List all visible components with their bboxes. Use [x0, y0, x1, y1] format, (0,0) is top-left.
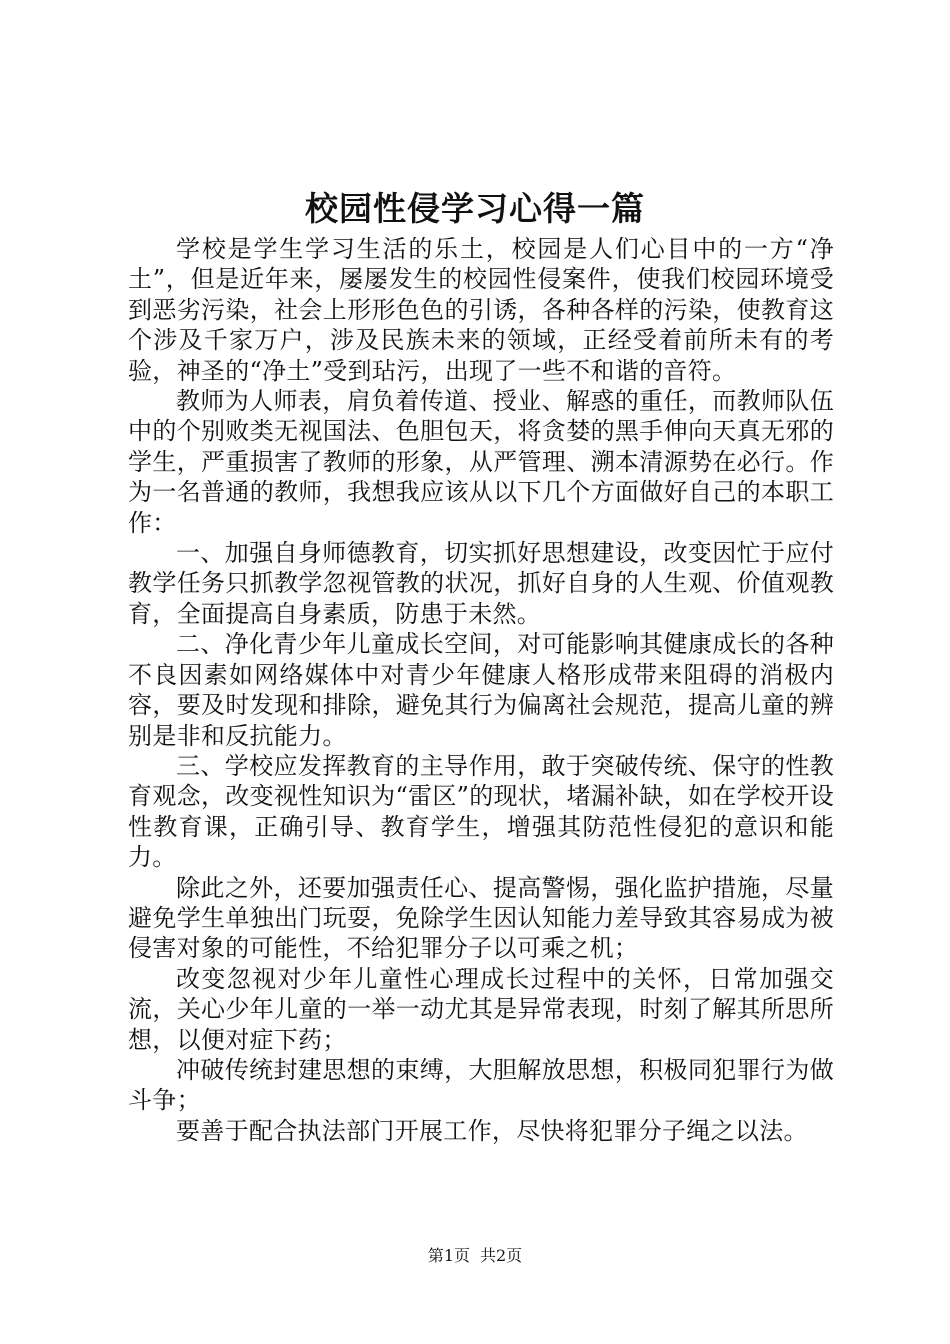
- document-body: [128, 234, 834, 1146]
- paragraph-5: 三、学校应发挥教育的主导作用，敢于突破传统、保守的性教育观念，改变视性知识为“雷区”的现状，堵漏补缺，如在学校开设性教育课，正确引导、教育学生，增强其防范性侵犯的意识和能力。: [128, 751, 834, 872]
- page-footer: [0, 1245, 950, 1267]
- paragraph-9: 要善于配合执法部门开展工作，尽快将犯罪分子绳之以法。: [176, 1116, 808, 1145]
- page-number: 第1页: [427, 1246, 470, 1265]
- paragraph-1: 学校是学生学习生活的乐土，校园是人们心目中的一方“净土”，但是近年来，屡屡发生的校园性侵案件，使我们校园环境受到恶劣污染，社会上形形色色的引诱，各种各样的污染，使教育这个涉及千家万户，涉及民族未来的领域，正经受着前所未有的考验，神圣的“净土”受到玷污，出现了一些不和谐的音符。: [128, 235, 834, 385]
- paragraph-2: 教师为人师表，肩负着传道、授业、解惑的重任，而教师队伍中的个别败类无视国法、色胆包天，将贪婪的黑手伸向天真无邪的学生，严重损害了教师的形象，从严管理、溯本清源势在必行。作为一名普通的教师，我想我应该从以下几个方面做好自己的本职工作：: [128, 387, 834, 537]
- page-total: 共2页: [480, 1246, 523, 1265]
- paragraph-4: 二、净化青少年儿童成长空间，对可能影响其健康成长的各种不良因素如网络媒体中对青少年健康人格形成带来阻碍的消极内容，要及时发现和排除，避免其行为偏离社会规范，提高儿童的辨别是非和反抗能力。: [128, 630, 834, 750]
- document-title: 校园性侵学习心得一篇: [305, 189, 645, 228]
- paragraph-7: 改变忽视对少年儿童性心理成长过程中的关怀，日常加强交流，关心少年儿童的一举一动尤其是异常表现，时刻了解其所思所想，以便对症下药；: [128, 964, 834, 1054]
- paragraph-8: 冲破传统封建思想的束缚，大胆解放思想，积极同犯罪行为做斗争；: [128, 1055, 834, 1115]
- paragraph-6: 除此之外，还要加强责任心、提高警惕，强化监护措施，尽量避免学生单独出门玩耍，免除学生因认知能力差导致其容易成为被侵害对象的可能性，不给犯罪分子以可乘之机；: [128, 873, 834, 963]
- paragraph-3: 一、加强自身师德教育，切实抓好思想建设，改变因忙于应付教学任务只抓教学忽视管教的状况，抓好自身的人生观、价值观教育，全面提高自身素质，防患于未然。: [128, 539, 834, 628]
